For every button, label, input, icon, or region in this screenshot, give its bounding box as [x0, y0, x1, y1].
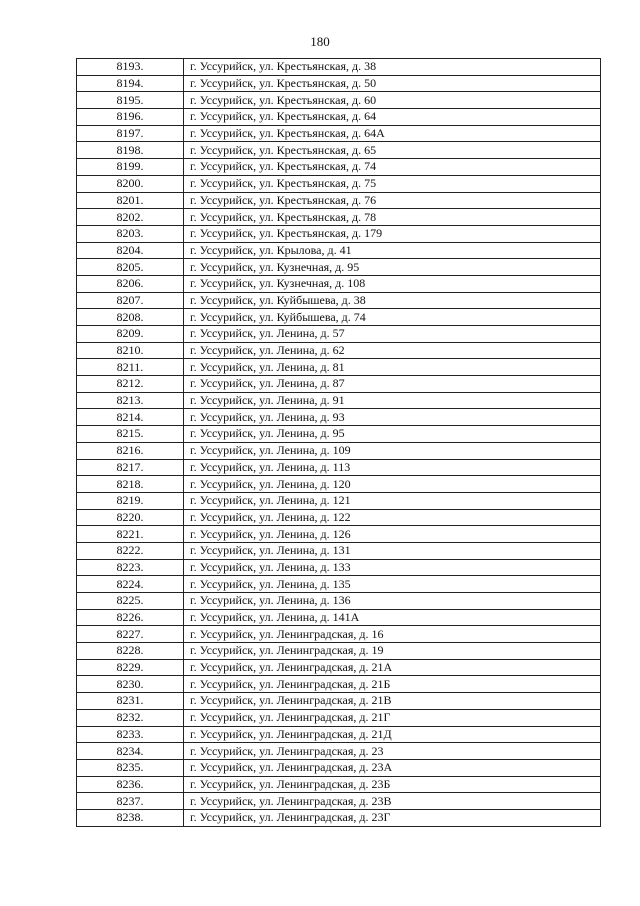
- table-row: [77, 643, 601, 660]
- row-address: г. Уссурийск, ул. Крестьянская, д. 38: [184, 59, 601, 76]
- row-number: 8225.: [77, 593, 184, 610]
- row-address: г. Уссурийск, ул. Ленина, д. 122: [184, 509, 601, 526]
- table-row: [77, 125, 601, 142]
- row-number: 8203.: [77, 225, 184, 242]
- row-number: 8213.: [77, 392, 184, 409]
- table-row: [77, 626, 601, 643]
- row-address: г. Уссурийск, ул. Кузнечная, д. 95: [184, 259, 601, 276]
- table-row: [77, 542, 601, 559]
- row-number: 8205.: [77, 259, 184, 276]
- table-row: [77, 559, 601, 576]
- row-address: г. Уссурийск, ул. Ленина, д. 136: [184, 593, 601, 610]
- row-number: 8218.: [77, 476, 184, 493]
- table-row: [77, 142, 601, 159]
- table-row: [77, 225, 601, 242]
- row-number: 8220.: [77, 509, 184, 526]
- row-number: 8217.: [77, 459, 184, 476]
- table-row: [77, 159, 601, 176]
- row-number: 8219.: [77, 492, 184, 509]
- row-number: 8201.: [77, 192, 184, 209]
- table-row: [77, 292, 601, 309]
- row-number: 8199.: [77, 159, 184, 176]
- table-row: [77, 175, 601, 192]
- row-address: г. Уссурийск, ул. Ленинградская, д. 16: [184, 626, 601, 643]
- row-number: 8236.: [77, 776, 184, 793]
- row-address: г. Уссурийск, ул. Ленина, д. 141А: [184, 609, 601, 626]
- row-address: г. Уссурийск, ул. Ленина, д. 135: [184, 576, 601, 593]
- table-row: [77, 809, 601, 826]
- row-address: г. Уссурийск, ул. Крестьянская, д. 76: [184, 192, 601, 209]
- row-number: 8227.: [77, 626, 184, 643]
- row-address: г. Уссурийск, ул. Ленинградская, д. 21Б: [184, 676, 601, 693]
- row-address: г. Уссурийск, ул. Куйбышева, д. 74: [184, 309, 601, 326]
- row-address: г. Уссурийск, ул. Ленина, д. 91: [184, 392, 601, 409]
- row-number: 8212.: [77, 376, 184, 393]
- table-row: [77, 92, 601, 109]
- row-address: г. Уссурийск, ул. Ленинградская, д. 21Д: [184, 726, 601, 743]
- row-number: 8221.: [77, 526, 184, 543]
- row-number: 8207.: [77, 292, 184, 309]
- address-table-body: [77, 59, 601, 827]
- row-address: г. Уссурийск, ул. Ленинградская, д. 23Г: [184, 809, 601, 826]
- table-row: [77, 509, 601, 526]
- table-row: [77, 342, 601, 359]
- table-row: [77, 743, 601, 760]
- row-number: 8200.: [77, 175, 184, 192]
- table-row: [77, 326, 601, 343]
- row-number: 8204.: [77, 242, 184, 259]
- row-number: 8206.: [77, 275, 184, 292]
- row-address: г. Уссурийск, ул. Ленина, д. 95: [184, 426, 601, 443]
- table-row: [77, 309, 601, 326]
- row-address: г. Уссурийск, ул. Ленинградская, д. 23Б: [184, 776, 601, 793]
- table-row: [77, 659, 601, 676]
- table-row: [77, 576, 601, 593]
- row-address: г. Уссурийск, ул. Ленина, д. 121: [184, 492, 601, 509]
- table-row: [77, 409, 601, 426]
- row-address: г. Уссурийск, ул. Крестьянская, д. 50: [184, 75, 601, 92]
- table-row: [77, 593, 601, 610]
- row-number: 8231.: [77, 693, 184, 710]
- table-row: [77, 709, 601, 726]
- table-row: [77, 209, 601, 226]
- row-address: г. Уссурийск, ул. Ленинградская, д. 23: [184, 743, 601, 760]
- table-row: [77, 275, 601, 292]
- table-row: [77, 192, 601, 209]
- row-address: г. Уссурийск, ул. Ленинградская, д. 21Г: [184, 709, 601, 726]
- row-number: 8216.: [77, 442, 184, 459]
- row-address: г. Уссурийск, ул. Ленина, д. 87: [184, 376, 601, 393]
- row-number: 8209.: [77, 326, 184, 343]
- table-row: [77, 376, 601, 393]
- table-row: [77, 442, 601, 459]
- row-address: г. Уссурийск, ул. Крестьянская, д. 78: [184, 209, 601, 226]
- row-number: 8198.: [77, 142, 184, 159]
- row-number: 8222.: [77, 542, 184, 559]
- table-row: [77, 793, 601, 810]
- row-number: 8234.: [77, 743, 184, 760]
- row-number: 8208.: [77, 309, 184, 326]
- row-number: 8193.: [77, 59, 184, 76]
- row-number: 8195.: [77, 92, 184, 109]
- row-address: г. Уссурийск, ул. Ленинградская, д. 21А: [184, 659, 601, 676]
- row-address: г. Уссурийск, ул. Крестьянская, д. 75: [184, 175, 601, 192]
- table-row: [77, 476, 601, 493]
- row-number: 8223.: [77, 559, 184, 576]
- row-address: г. Уссурийск, ул. Ленина, д. 57: [184, 326, 601, 343]
- row-address: г. Уссурийск, ул. Ленина, д. 62: [184, 342, 601, 359]
- row-address: г. Уссурийск, ул. Ленина, д. 133: [184, 559, 601, 576]
- row-number: 8226.: [77, 609, 184, 626]
- row-address: г. Уссурийск, ул. Ленина, д. 93: [184, 409, 601, 426]
- row-address: г. Уссурийск, ул. Ленинградская, д. 23В: [184, 793, 601, 810]
- row-number: 8196.: [77, 109, 184, 126]
- row-number: 8194.: [77, 75, 184, 92]
- row-address: г. Уссурийск, ул. Крестьянская, д. 74: [184, 159, 601, 176]
- table-row: [77, 459, 601, 476]
- row-address: г. Уссурийск, ул. Ленина, д. 131: [184, 542, 601, 559]
- table-row: [77, 759, 601, 776]
- row-number: 8235.: [77, 759, 184, 776]
- table-row: [77, 59, 601, 76]
- row-address: г. Уссурийск, ул. Ленина, д. 113: [184, 459, 601, 476]
- table-row: [77, 693, 601, 710]
- row-number: 8238.: [77, 809, 184, 826]
- address-table: [76, 58, 601, 827]
- page-number: 180: [310, 34, 330, 49]
- table-row: [77, 676, 601, 693]
- row-number: 8210.: [77, 342, 184, 359]
- row-address: г. Уссурийск, ул. Крестьянская, д. 64А: [184, 125, 601, 142]
- row-number: 8237.: [77, 793, 184, 810]
- table-row: [77, 392, 601, 409]
- table-row: [77, 75, 601, 92]
- table-row: [77, 109, 601, 126]
- table-row: [77, 426, 601, 443]
- row-address: г. Уссурийск, ул. Кузнечная, д. 108: [184, 275, 601, 292]
- row-address: г. Уссурийск, ул. Ленинградская, д. 23А: [184, 759, 601, 776]
- row-number: 8202.: [77, 209, 184, 226]
- row-number: 8224.: [77, 576, 184, 593]
- row-address: г. Уссурийск, ул. Ленина, д. 81: [184, 359, 601, 376]
- row-number: 8233.: [77, 726, 184, 743]
- table-row: [77, 609, 601, 626]
- table-row: [77, 492, 601, 509]
- row-number: 8215.: [77, 426, 184, 443]
- row-number: 8232.: [77, 709, 184, 726]
- row-number: 8197.: [77, 125, 184, 142]
- row-number: 8229.: [77, 659, 184, 676]
- row-address: г. Уссурийск, ул. Крылова, д. 41: [184, 242, 601, 259]
- row-address: г. Уссурийск, ул. Крестьянская, д. 64: [184, 109, 601, 126]
- table-row: [77, 259, 601, 276]
- row-address: г. Уссурийск, ул. Крестьянская, д. 65: [184, 142, 601, 159]
- row-number: 8214.: [77, 409, 184, 426]
- row-address: г. Уссурийск, ул. Ленинградская, д. 19: [184, 643, 601, 660]
- row-address: г. Уссурийск, ул. Ленина, д. 120: [184, 476, 601, 493]
- row-address: г. Уссурийск, ул. Крестьянская, д. 179: [184, 225, 601, 242]
- table-row: [77, 242, 601, 259]
- table-row: [77, 726, 601, 743]
- row-number: 8230.: [77, 676, 184, 693]
- row-address: г. Уссурийск, ул. Крестьянская, д. 60: [184, 92, 601, 109]
- row-number: 8211.: [77, 359, 184, 376]
- row-address: г. Уссурийск, ул. Ленина, д. 126: [184, 526, 601, 543]
- row-address: г. Уссурийск, ул. Ленина, д. 109: [184, 442, 601, 459]
- row-address: г. Уссурийск, ул. Куйбышева, д. 38: [184, 292, 601, 309]
- table-row: [77, 359, 601, 376]
- row-address: г. Уссурийск, ул. Ленинградская, д. 21В: [184, 693, 601, 710]
- table-row: [77, 776, 601, 793]
- row-number: 8228.: [77, 643, 184, 660]
- table-row: [77, 526, 601, 543]
